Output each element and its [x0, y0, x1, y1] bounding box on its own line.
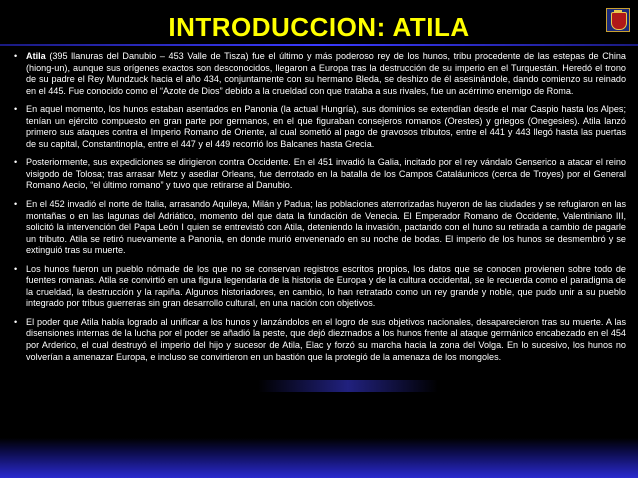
coat-of-arms-icon [606, 8, 630, 32]
paragraph-4 [12, 199, 626, 257]
paragraph-1 [12, 51, 626, 97]
paragraph-text: En el 452 invadió el norte de Italia, arrasando Aquileya, Milán y Padua; las poblaciones aterrorizadas huyeron de las ciudades y se refugiaron en las montañas o en las lagunas del Adriático, momento del que data la fundación de Venecia. El Emperador Romano de Occidente, Valentiniano III, solicitó la intervención del Papa León I quien se entrevistó con Atila, deteniendo la invasión, pactando con el huno su retirada a cambio de pagarle un tributo. Atila se retiró nuevamente a Panonia, en donde murió envenenado en su noche de bodas. El imperio de los hunos se desmembró y se extinguió tras su muerte. [26, 199, 626, 256]
paragraph-text: Posteriormente, sus expediciones se dirigieron contra Occidente. En el 451 invadió la Galia, incitado por el rey vándalo Genserico a atacar el reino visigodo de Tolosa; tras arrasar Metz y asediar Orleans, fue derrotado en la batalla de los Campos Cataláunicos (cerca de Troyes) por el General Romano Aecio, “el último romano” y tuvo que retirarse al Danubio. [26, 157, 626, 191]
paragraph-text: Los hunos fueron un pueblo nómade de los que no se conservan registros escritos propios, los datos que se conocen provienen sobre todo de fuentes romanas. Atila se convirtió en una figura legendaria de la historia de Europa y de la cultura occidental, se le recuerda como el paradigma de la crueldad, la destrucción y la rapiña. Algunos historiadores, en cambio, lo han retratado como un rey grande y noble, que pudo unir a su pueblo integrado por tribus guerreras sin gran desarrollo cultural, en una nación con objetivos. [26, 263, 626, 309]
bullet-marker: • [14, 316, 18, 327]
paragraph-6 [12, 317, 626, 363]
paragraph-text: (395 llanuras del Danubio – 453 Valle de Tisza) fue el último y más poderoso rey de los hunos, tribu procedente de las estepas de China (hiong-un), aunque sus orígenes exactos son desconocidos, llegaron a Europa tras la destrucción de su imperio en el Turquestán. Heredó el trono de su padre el Rey Mundzuck hacia el año 434, conjuntamente con su hermano Bleda, se deshizo de él asesinándole, dando comienzo su reinado en el 445. Fue conocido como el “Azote de Dios” debido a la crueldad con que trataba a sus rivales, fue un acérrimo enemigo de Roma. [26, 51, 626, 96]
paragraph-text: En aquel momento, los hunos estaban asentados en Panonia (la actual Hungría), sus dominios se extendían desde el mar Caspio hasta los Alpes; tenían un ejército compuesto en gran parte por germanos, en el que figuraban consejeros romanos (Orestes) y griegos (Onegesies). Atila lanzó primero sus ataques contra el Imperio Romano de Oriente, al cual sometió al pago de gravosos tributos, entre el 441 y 443 llegó hasta las puertas de su capital, Constantinopla, entre el 447 y el 449 recorrió los Balcanes hasta Grecia. [26, 104, 626, 149]
text-highlight-band [258, 380, 438, 392]
paragraph-text: El poder que Atila había logrado al unificar a los hunos y lanzándolos en el logro de sus objetivos nacionales, desaparecieron tras su muerte. A las disensiones internas de la lucha por el poder se añadió la peste, que dejó diezmados a los hunos frente al ataque germánico encabezado en el 454 por Arderico, el cual destruyó el imperio del hijo y sucesor de Atila, Elac y forzó su marcha hacia la zona del Volga. En lo sucesivo, los hunos no volverían a amenazar Europa, e incluso se convirtieron en un bastión que la protegió de la amenaza de los mongoles. [26, 316, 626, 362]
paragraph-lead: Atila [26, 51, 46, 61]
paragraph-5 [12, 264, 626, 310]
footer-gradient-band [0, 438, 638, 478]
shield-shape [611, 12, 627, 30]
slide-body [12, 51, 626, 370]
bullet-marker: • [14, 157, 18, 168]
bullet-marker: • [14, 51, 18, 61]
title-divider [0, 44, 638, 46]
crown-shape [614, 10, 622, 13]
bullet-marker: • [14, 199, 18, 210]
bullet-marker: • [14, 104, 18, 115]
paragraph-3 [12, 157, 626, 192]
bullet-marker: • [14, 263, 18, 274]
slide-title: INTRODUCCION: ATILA [168, 12, 470, 42]
paragraph-2 [12, 104, 626, 150]
